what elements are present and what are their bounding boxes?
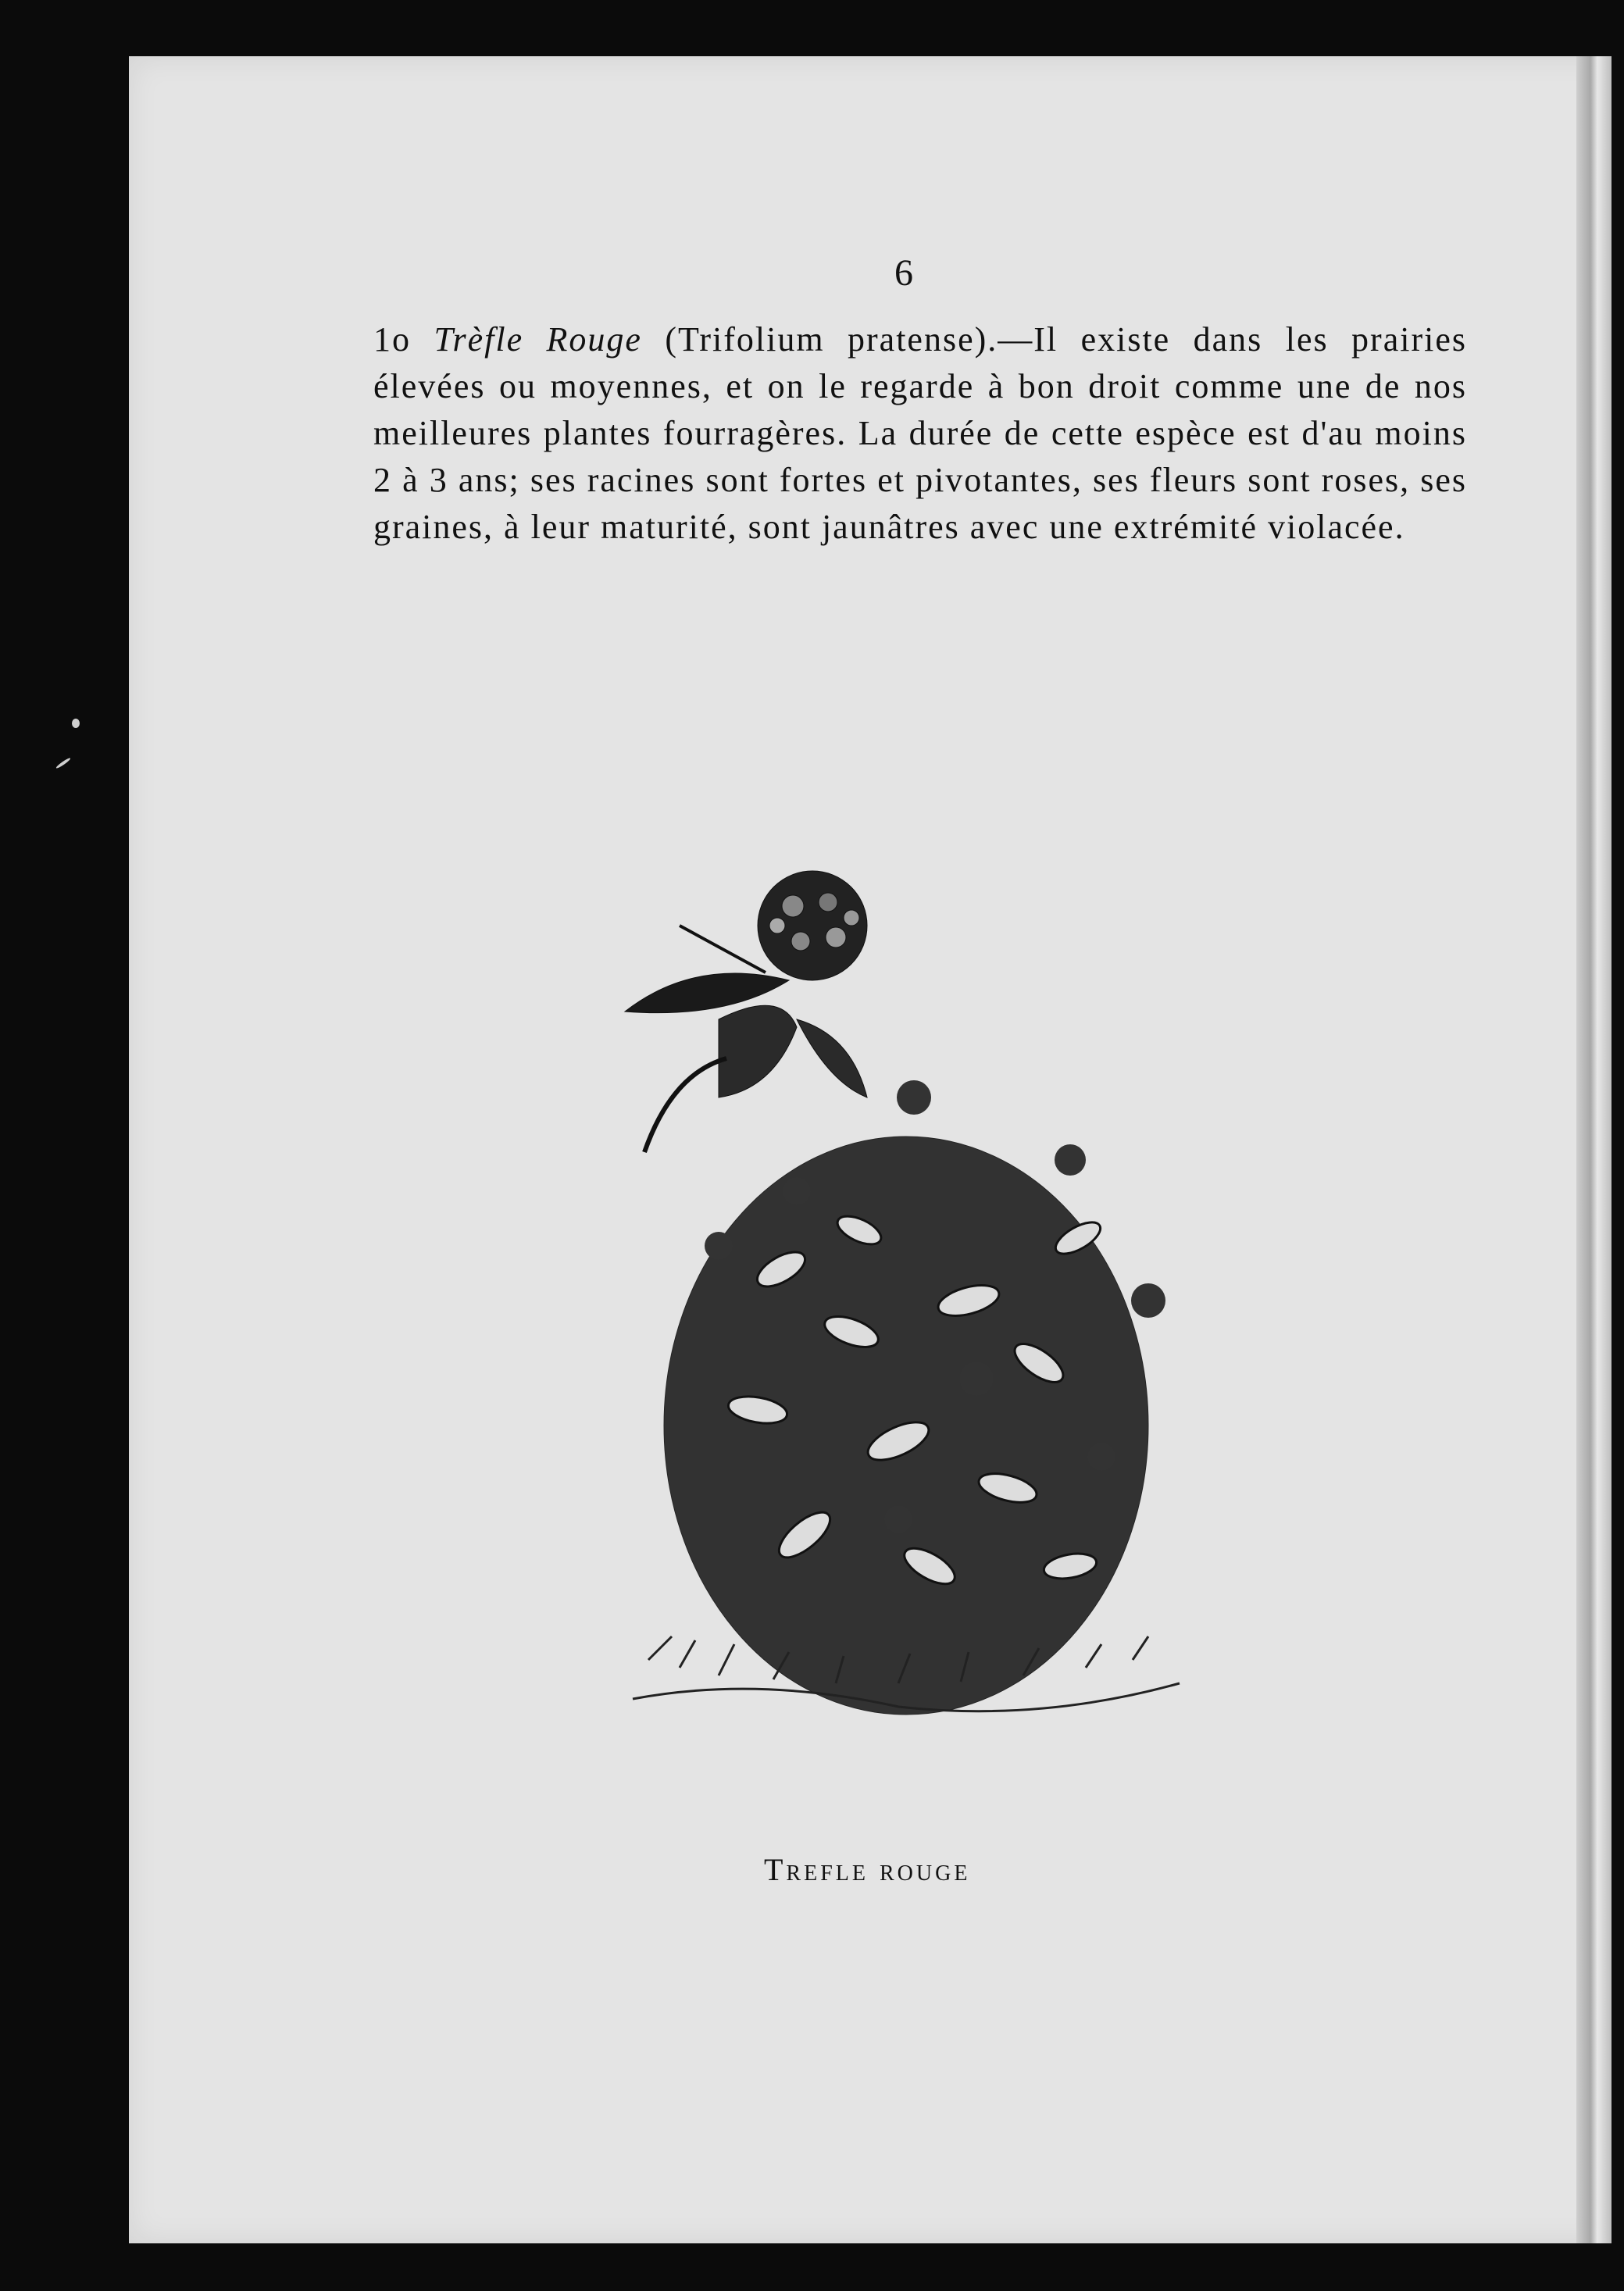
page-number: 6 <box>894 252 913 294</box>
paragraph-body: (Trifolium pratense).—Il existe dans les prairies élevées ou moyennes, et on le regarde à bon droit comme une de nos meilleures plantes fourragères. La durée de cette espèce est d'au moins 2 à 3 ans; ses racines sont fortes et pivotantes, ses fleurs sont roses, ses graines, à leur maturité, sont jaunâtres avec une extrémité violacée. <box>373 320 1467 546</box>
species-name: Trèfle Rouge <box>434 320 642 359</box>
paragraph-lead: 1o <box>373 320 434 359</box>
scan-speck <box>55 757 71 769</box>
page-binding-edge <box>1576 56 1612 2243</box>
scan-speck <box>72 719 80 728</box>
body-paragraph <box>373 316 1467 551</box>
flower-head-icon <box>758 871 867 980</box>
clover-plant-icon <box>601 863 1211 1754</box>
figure-caption: Trefle rouge <box>764 1852 971 1887</box>
